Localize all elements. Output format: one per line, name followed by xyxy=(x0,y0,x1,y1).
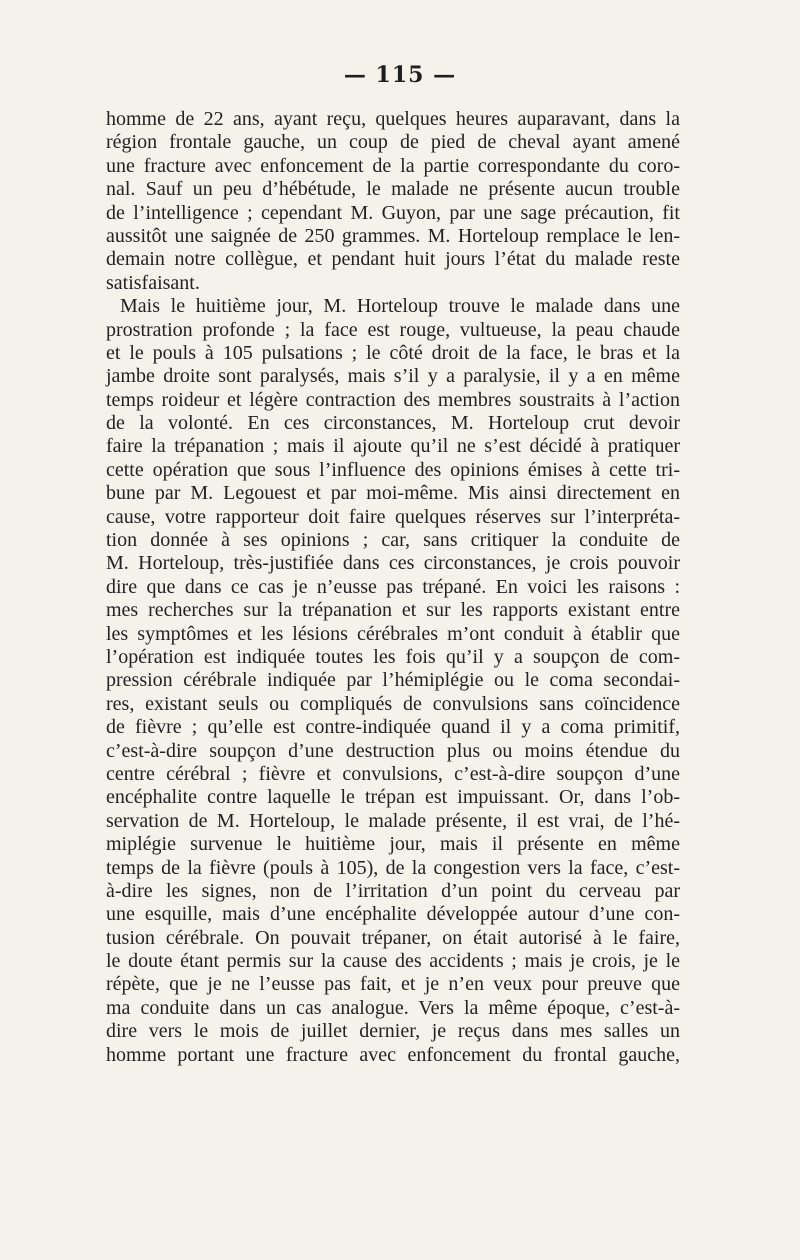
text-line: une esquille, mais d’une encéphalite développée autour d’une con- xyxy=(106,903,680,926)
text-line: bune par M. Legouest et par moi-même. Mis ainsi directement en xyxy=(106,482,680,505)
text-line: jambe droite sont paralysés, mais s’il y a paralysie, il y a en même xyxy=(106,365,680,388)
text-line: encéphalite contre laquelle le trépan est impuissant. Or, dans l’ob- xyxy=(106,786,680,809)
text-line: temps roideur et légère contraction des membres soustraits à l’action xyxy=(106,388,680,411)
text-line: cause, votre rapporteur doit faire quelques réserves sur l’interpréta- xyxy=(106,505,680,528)
text-line: pression cérébrale indiquée par l’hémiplégie ou le coma secondai- xyxy=(106,669,680,692)
text-line: cette opération que sous l’influence des opinions émises à cette tri- xyxy=(106,458,680,481)
text-line: répète, que je ne l’eusse pas fait, et je n’en veux pour preuve que xyxy=(106,973,680,996)
text-line: de la volonté. En ces circonstances, M. Horteloup crut devoir xyxy=(106,412,680,435)
text-line: miplégie survenue le huitième jour, mais il présente en même xyxy=(106,833,680,856)
text-line: dire vers le mois de juillet dernier, je reçus dans mes salles un xyxy=(106,1020,680,1043)
text-line: M. Horteloup, très-justifiée dans ces circonstances, je crois pouvoir xyxy=(106,552,680,575)
text-line: nal. Sauf un peu d’hébétude, le malade ne présente aucun trouble xyxy=(106,178,680,201)
text-line: temps de la fièvre (pouls à 105), de la congestion vers la face, c’est- xyxy=(106,856,680,879)
text-line: faire la trépanation ; mais il ajoute qu’il ne s’est décidé à pratiquer xyxy=(106,435,680,458)
text-line: c’est-à-dire soupçon d’une destruction plus ou moins étendue du xyxy=(106,739,680,762)
text-line: l’opération est indiquée toutes les fois qu’il y a soupçon de com- xyxy=(106,645,680,668)
text-line: de l’intelligence ; cependant M. Guyon, par une sage précaution, fit xyxy=(106,201,680,224)
text-line: dire que dans ce cas je n’eusse pas trépané. En voici les raisons : xyxy=(106,575,680,598)
text-line: tusion cérébrale. On pouvait trépaner, on était autorisé à le faire, xyxy=(106,926,680,949)
text-line: servation de M. Horteloup, le malade présente, il est vrai, de l’hé- xyxy=(106,809,680,832)
text-line: et le pouls à 105 pulsations ; le côté droit de la face, le bras et la xyxy=(106,341,680,364)
text-line: res, existant seuls ou compliqués de convulsions sans coïncidence xyxy=(106,692,680,715)
body-text xyxy=(106,108,680,1067)
text-line: à-dire les signes, non de l’irritation d’un point du cerveau par xyxy=(106,879,680,902)
text-line: homme portant une fracture avec enfoncement du frontal gauche, xyxy=(106,1043,680,1066)
text-line: de fièvre ; qu’elle est contre-indiquée quand il y a coma primitif, xyxy=(106,716,680,739)
text-line: centre cérébral ; fièvre et convulsions, c’est-à-dire soupçon d’une xyxy=(106,762,680,785)
page-number: — 115 — xyxy=(343,62,457,88)
text-line: le doute étant permis sur la cause des accidents ; mais je crois, je le xyxy=(106,950,680,973)
text-line: tion donnée à ses opinions ; car, sans critiquer la conduite de xyxy=(106,529,680,552)
text-line: satisfaisant. xyxy=(106,271,200,294)
text-line: aussitôt une saignée de 250 grammes. M. Horteloup remplace le len- xyxy=(106,224,680,247)
text-line: mes recherches sur la trépanation et sur les rapports existant entre xyxy=(106,599,680,622)
text-line: demain notre collègue, et pendant huit jours l’état du malade reste xyxy=(106,248,680,271)
text-line: ma conduite dans un cas analogue. Vers la même époque, c’est-à- xyxy=(106,996,680,1019)
text-line: les symptômes et les lésions cérébrales m’ont conduit à établir que xyxy=(106,622,680,645)
text-line: région frontale gauche, un coup de pied de cheval ayant amené xyxy=(106,131,680,154)
text-line: une fracture avec enfoncement de la partie correspondante du coro- xyxy=(106,154,680,177)
text-line: prostration profonde ; la face est rouge, vultueuse, la peau chaude xyxy=(106,318,680,341)
text-line: Mais le huitième jour, M. Horteloup trouve le malade dans une xyxy=(120,295,680,318)
text-line: homme de 22 ans, ayant reçu, quelques heures auparavant, dans la xyxy=(106,108,680,130)
